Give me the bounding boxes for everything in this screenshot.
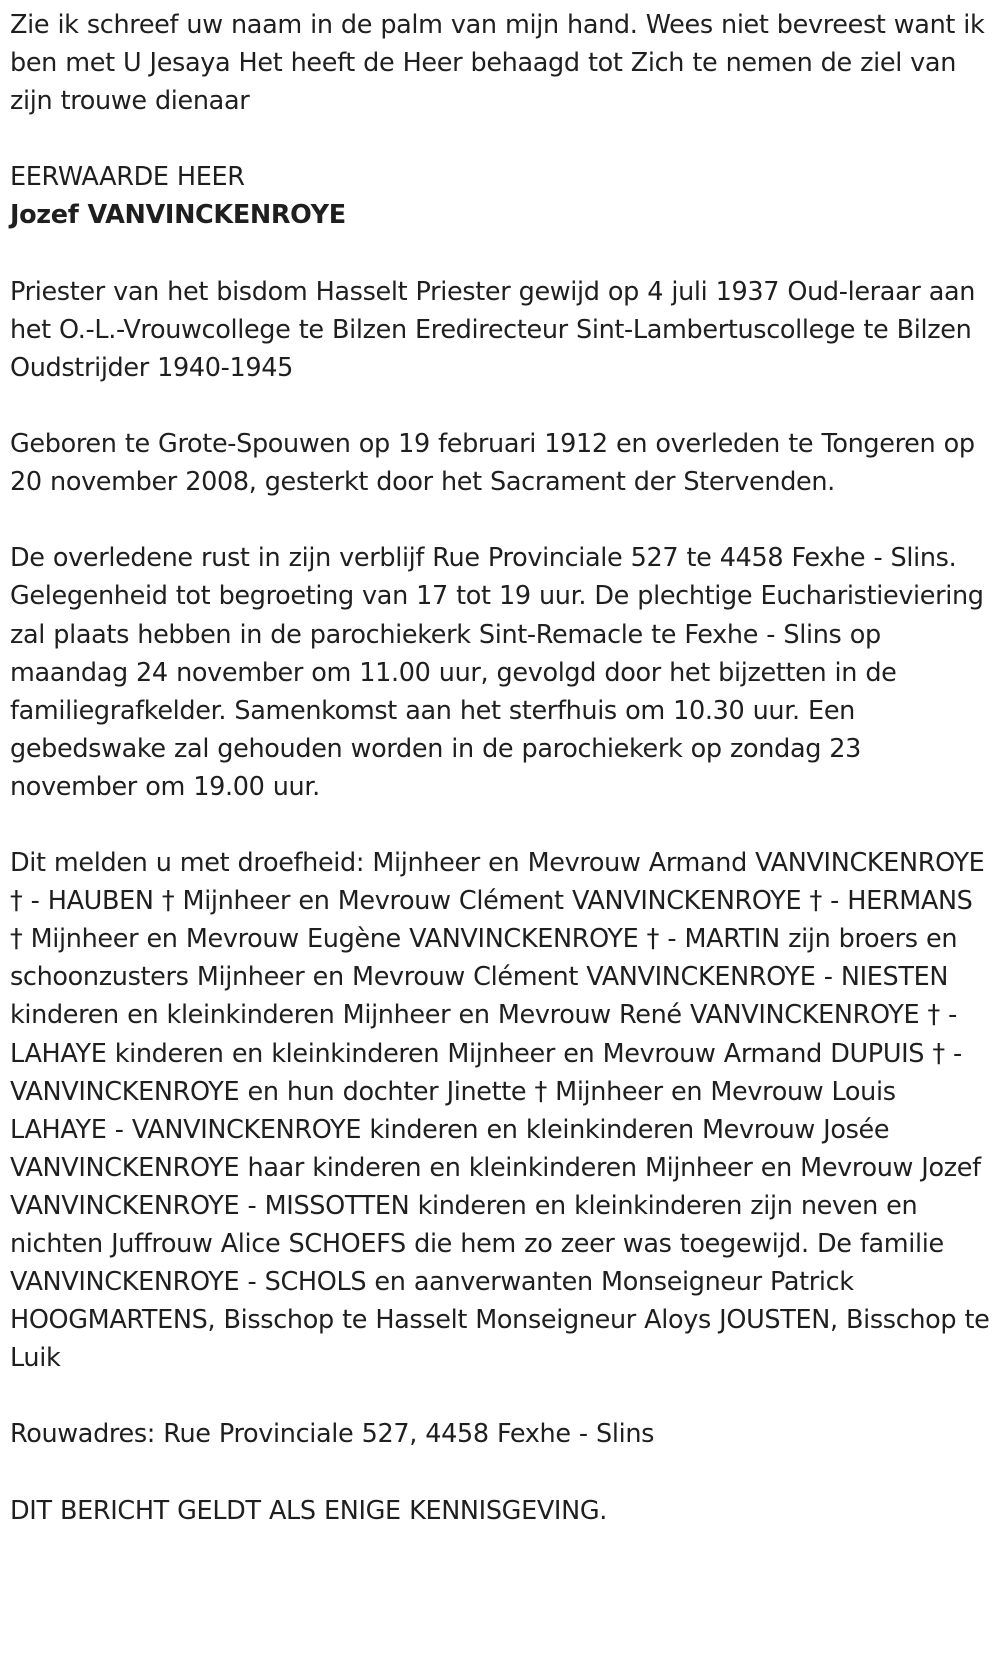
deceased-name: Jozef VANVINCKENROYE [10, 200, 346, 231]
birth-death-details: Geboren te Grote-Spouwen op 19 februari 1912 en overleden te Tongeren op 20 november 2008, gesterkt door het Sacrament der Stervenden. [10, 429, 975, 498]
honorific-title: EERWAARDE HEER [10, 162, 245, 193]
mourning-address: Rouwadres: Rue Provinciale 527, 4458 Fexhe - Slins [10, 1419, 655, 1450]
funeral-arrangements: De overledene rust in zijn verblijf Rue Provinciale 527 te 4458 Fexhe - Slins. Gelegenheid tot begroeting van 17 tot 19 uur. De plechtige Eucharistieviering zal plaats hebben in de parochiekerk Sint-Remacle te Fexhe - Slins op maandag 24 november om 11.00 uur, gevolgd door het bijzetten in de familiegrafkelder. Samenkomst aan het sterfhuis om 10.30 uur. Een gebedswake zal gehouden worden in de parochiekerk op zondag 23 november om 19.00 uur. [10, 543, 984, 802]
family-mourners: Dit melden u met droefheid: Mijnheer en Mevrouw Armand VANVINCKENROYE † - HAUBEN † Mijnheer en Mevrouw Clément VANVINCKENROYE † - HERMANS † Mijnheer en Mevrouw Eugène VANVINCKENROYE † - MARTIN zijn broers en schoonzusters Mijnheer en Mevrouw Clément VANVINCKENROYE - NIESTEN kinderen en kleinkinderen Mijnheer en Mevrouw René VANVINCKENROYE † - LAHAYE kinderen en kleinkinderen Mijnheer en Mevrouw Armand DUPUIS † - VANVINCKENROYE en hun dochter Jinette † Mijnheer en Mevrouw Louis LAHAYE - VANVINCKENROYE kinderen en kleinkinderen Mevrouw Josée VANVINCKENROYE haar kinderen en kleinkinderen Mijnheer en Mevrouw Jozef VANVINCKENROYE - MISSOTTEN kinderen en kleinkinderen zijn neven en nichten Juffrouw Alice SCHOEFS die hem zo zeer was toegewijd. De familie VANVINCKENROYE - SCHOLS en aanverwanten Monseigneur Patrick HOOGMARTENS, Bisschop te Hasselt Monseigneur Aloys JOUSTEN, Bisschop te Luik [10, 848, 990, 1374]
biography: Priester van het bisdom Hasselt Priester gewijd op 4 juli 1937 Oud-leraar aan het O.-L.-Vrouwcollege te Bilzen Eredirecteur Sint-Lambertuscollege te Bilzen Oudstrijder 1940-1945 [10, 276, 976, 383]
bible-verse: Zie ik schreef uw naam in de palm van mijn hand. Wees niet bevreest want ik ben met U Jesaya Het heeft de Heer behaagd tot Zich te nemen de ziel van zijn trouwe dienaar [10, 10, 985, 117]
sole-notice-statement: DIT BERICHT GELDT ALS ENIGE KENNISGEVING. [10, 1495, 607, 1526]
